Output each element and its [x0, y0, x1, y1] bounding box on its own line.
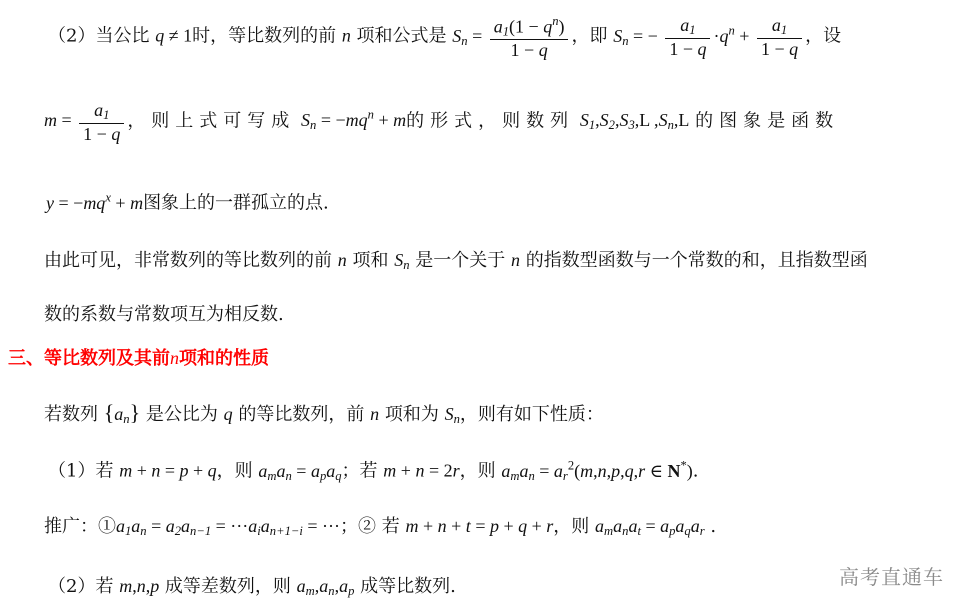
text: 项和 [352, 250, 389, 271]
text: 成等差数列，则 [164, 576, 291, 597]
summary-line1 [44, 250, 868, 273]
text: 的形式，则数列 [406, 110, 575, 132]
formula-m-def: m = $\frac{a_1}{1 - q}$ [44, 110, 127, 130]
text: ，则 [459, 460, 496, 482]
text: 时，等比数列的前 [192, 25, 337, 47]
text: 项和为 [384, 404, 439, 425]
formula-symmetric: $a_1a_n = a_2a_{n-1} = \cdot\cdot\cdot a_ia_{n+1-i}$ = ··· [116, 516, 341, 539]
formula-function: $y = -mq^x + m$ [46, 190, 144, 213]
formula-index-sum: m + n = p + q [119, 460, 217, 481]
para2-line2 [44, 100, 839, 144]
formula-sn: $S_n$ [444, 404, 460, 427]
text: 图象上的一群孤立的点. [143, 192, 329, 214]
formula-n: n [170, 348, 179, 368]
intro-line [44, 400, 604, 427]
formula-n: n [370, 404, 380, 424]
formula-index-2r: m + n = 2r [383, 460, 460, 481]
para2-line1 [48, 14, 841, 61]
generalize-line [44, 516, 716, 539]
text: 的等比数列，前 [238, 404, 365, 425]
fraction: $\frac{a_1}{1 - q}$ [79, 100, 124, 144]
formula-product: $a_ma_n = a_pa_q$ [258, 460, 342, 483]
text: （1）若 [48, 460, 114, 482]
text: ，即 [571, 25, 608, 47]
text: 若数列 [44, 404, 98, 425]
text: ，则 [553, 516, 590, 537]
para2-label: （2） [48, 25, 96, 47]
text: 的图象是函数 [695, 110, 840, 132]
para2-line3 [46, 190, 329, 214]
formula-seq: $S_1,S_2,S_3,L$ $,S_n,L$ [579, 110, 690, 133]
watermark: 高考直通车 [839, 565, 944, 589]
formula-mnp: m,n,p [119, 576, 160, 596]
text: ； [340, 516, 359, 537]
fraction: $\frac{a_1}{1 - q}$ [757, 15, 802, 59]
formula-seq-an: $\{a_n\}$ [103, 400, 141, 427]
text: 由此可见，非常数列的等比数列的前 [44, 250, 332, 271]
text: 推广： [44, 516, 98, 537]
text: （2）若 [48, 576, 114, 597]
text: ，则 [216, 460, 253, 482]
text: 是公比为 [145, 404, 218, 425]
text: . [692, 460, 699, 482]
text: ；若 [341, 460, 378, 482]
formula-n: n [337, 250, 347, 270]
text: 是一个关于 [415, 250, 506, 271]
text: 项和的性质 [179, 348, 269, 369]
section-heading [8, 348, 269, 370]
text: 的指数型函数与一个常数的和，且指数型函 [525, 250, 868, 271]
formula-sum: $S_n$ = $\frac{a_1(1 - q^n)}{1 - q}$ [452, 26, 571, 46]
text: ，则有如下性质： [459, 404, 604, 425]
formula-n: n [341, 25, 351, 46]
text: 三、等比数列及其前 [8, 348, 170, 369]
formula-am-an-ap: $a_m,a_n,a_p$ [296, 576, 355, 599]
text: 若 [381, 516, 400, 537]
formula-index-three: m + n + t = p + q + r [405, 516, 554, 536]
text: 成等比数列. [360, 576, 456, 597]
formula-q: q [223, 404, 233, 424]
formula-sn-form: $S_n = -mq^n + m$ [301, 107, 407, 133]
text: 当公比 [95, 25, 150, 47]
formula-q-ne-1: q ≠ 1 [155, 25, 193, 46]
prop1-line [48, 458, 698, 484]
text: 项和公式是 [356, 25, 447, 47]
text: ，设 [805, 25, 842, 47]
formula-sum-split: $S_n$ = − $\frac{a_1}{1 - q}$ $\cdot q^n$ + $\frac{a_1}{1 - q}$ [613, 26, 805, 46]
text: ，则上式可写成 [127, 110, 296, 132]
prop2-line [48, 576, 456, 599]
summary-line2 [44, 304, 284, 326]
fraction: $\frac{a_1(1 - q^n)}{1 - q}$ [490, 14, 569, 61]
formula-n: n [510, 250, 520, 270]
circled-two: ② [358, 516, 377, 537]
formula-square: $a_ma_n = a_r^2(m,n,p,q,r$ ∈ N*) [501, 458, 693, 483]
formula-sn: $S_n$ [394, 250, 410, 273]
text: 数的系数与常数项互为相反数. [44, 304, 284, 325]
fraction: $\frac{a_1}{1 - q}$ [665, 15, 710, 59]
circled-one: ① [98, 516, 116, 537]
formula-triple-product: $a_ma_na_t = a_pa_qa_r$ [595, 516, 705, 539]
text: . [710, 516, 717, 537]
